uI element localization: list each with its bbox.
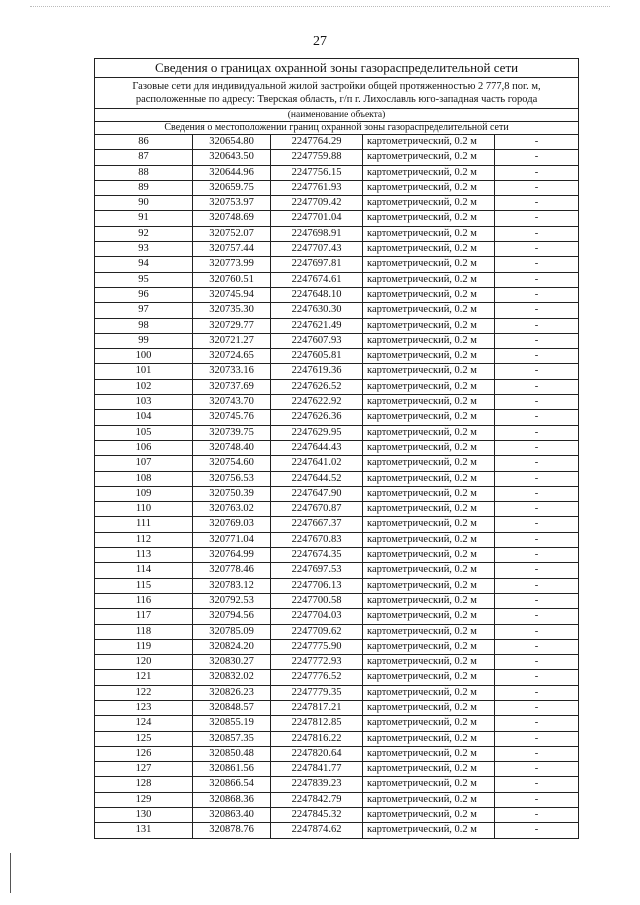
table-body: [95, 59, 579, 839]
method-cell: картометрический, 0.2 м: [363, 410, 495, 425]
x-coordinate-cell: 320878.76: [193, 823, 271, 838]
method-cell: картометрический, 0.2 м: [363, 823, 495, 838]
point-number-cell: 127: [95, 762, 193, 777]
y-coordinate-cell: 2247874.62: [271, 823, 363, 838]
x-coordinate-cell: 320778.46: [193, 563, 271, 578]
error-cell: -: [495, 318, 579, 333]
point-number-cell: 101: [95, 364, 193, 379]
method-cell: картометрический, 0.2 м: [363, 502, 495, 517]
y-coordinate-cell: 2247842.79: [271, 792, 363, 807]
error-cell: -: [495, 287, 579, 302]
error-cell: -: [495, 700, 579, 715]
method-cell: картометрический, 0.2 м: [363, 808, 495, 823]
point-number-cell: 93: [95, 242, 193, 257]
x-coordinate-cell: 320771.04: [193, 532, 271, 547]
method-cell: картометрический, 0.2 м: [363, 746, 495, 761]
y-coordinate-cell: 2247697.81: [271, 257, 363, 272]
x-coordinate-cell: 320745.94: [193, 287, 271, 302]
object-line-2: расположенные по адресу: Тверская область, г/п г. Лихославль юго-западная часть города: [135, 94, 538, 105]
object-caption: (наименование объекта): [95, 108, 578, 121]
x-coordinate-cell: 320757.44: [193, 242, 271, 257]
boundary-table: [94, 58, 579, 839]
x-coordinate-cell: 320748.40: [193, 440, 271, 455]
error-cell: -: [495, 685, 579, 700]
x-coordinate-cell: 320735.30: [193, 303, 271, 318]
point-number-cell: 115: [95, 578, 193, 593]
x-coordinate-cell: 320745.76: [193, 410, 271, 425]
method-cell: картометрический, 0.2 м: [363, 716, 495, 731]
y-coordinate-cell: 2247839.23: [271, 777, 363, 792]
method-cell: картометрический, 0.2 м: [363, 685, 495, 700]
method-cell: картометрический, 0.2 м: [363, 226, 495, 241]
method-cell: картометрический, 0.2 м: [363, 532, 495, 547]
y-coordinate-cell: 2247761.93: [271, 180, 363, 195]
x-coordinate-cell: 320753.97: [193, 196, 271, 211]
point-number-cell: 108: [95, 471, 193, 486]
error-cell: -: [495, 395, 579, 410]
error-cell: -: [495, 226, 579, 241]
table-row: [95, 685, 579, 700]
method-cell: картометрический, 0.2 м: [363, 165, 495, 180]
error-cell: -: [495, 150, 579, 165]
x-coordinate-cell: 320850.48: [193, 746, 271, 761]
x-coordinate-cell: 320783.12: [193, 578, 271, 593]
x-coordinate-cell: 320724.65: [193, 349, 271, 364]
method-cell: картометрический, 0.2 м: [363, 257, 495, 272]
error-cell: -: [495, 593, 579, 608]
error-cell: -: [495, 379, 579, 394]
table-row: [95, 196, 579, 211]
error-cell: -: [495, 823, 579, 838]
y-coordinate-cell: 2247697.53: [271, 563, 363, 578]
method-cell: картометрический, 0.2 м: [363, 318, 495, 333]
y-coordinate-cell: 2247619.36: [271, 364, 363, 379]
point-number-cell: 121: [95, 670, 193, 685]
point-number-cell: 116: [95, 593, 193, 608]
y-coordinate-cell: 2247816.22: [271, 731, 363, 746]
table-row: [95, 762, 579, 777]
table-row: [95, 655, 579, 670]
y-coordinate-cell: 2247622.92: [271, 395, 363, 410]
table-row: [95, 135, 579, 150]
y-coordinate-cell: 2247841.77: [271, 762, 363, 777]
table-row: [95, 548, 579, 563]
method-cell: картометрический, 0.2 м: [363, 135, 495, 150]
method-cell: картометрический, 0.2 м: [363, 287, 495, 302]
table-row: [95, 823, 579, 838]
error-cell: -: [495, 410, 579, 425]
table-row: [95, 303, 579, 318]
error-cell: -: [495, 425, 579, 440]
table-row: [95, 792, 579, 807]
error-cell: -: [495, 333, 579, 348]
scan-margin-mark: [10, 853, 11, 893]
error-cell: -: [495, 242, 579, 257]
y-coordinate-cell: 2247701.04: [271, 211, 363, 226]
y-coordinate-cell: 2247772.93: [271, 655, 363, 670]
table-row: [95, 670, 579, 685]
table-row: [95, 349, 579, 364]
point-number-cell: 96: [95, 287, 193, 302]
method-cell: картометрический, 0.2 м: [363, 792, 495, 807]
error-cell: -: [495, 272, 579, 287]
point-number-cell: 104: [95, 410, 193, 425]
error-cell: -: [495, 716, 579, 731]
object-row: [95, 78, 579, 122]
y-coordinate-cell: 2247629.95: [271, 425, 363, 440]
method-cell: картометрический, 0.2 м: [363, 150, 495, 165]
x-coordinate-cell: 320737.69: [193, 379, 271, 394]
table-row: [95, 808, 579, 823]
method-cell: картометрический, 0.2 м: [363, 731, 495, 746]
y-coordinate-cell: 2247674.35: [271, 548, 363, 563]
object-description: [95, 78, 579, 122]
y-coordinate-cell: 2247670.87: [271, 502, 363, 517]
y-coordinate-cell: 2247698.91: [271, 226, 363, 241]
error-cell: -: [495, 578, 579, 593]
table-row: [95, 226, 579, 241]
y-coordinate-cell: 2247704.03: [271, 609, 363, 624]
x-coordinate-cell: 320739.75: [193, 425, 271, 440]
table-row: [95, 318, 579, 333]
table-row: [95, 700, 579, 715]
y-coordinate-cell: 2247644.52: [271, 471, 363, 486]
y-coordinate-cell: 2247648.10: [271, 287, 363, 302]
x-coordinate-cell: 320721.27: [193, 333, 271, 348]
method-cell: картометрический, 0.2 м: [363, 379, 495, 394]
error-cell: -: [495, 303, 579, 318]
x-coordinate-cell: 320868.36: [193, 792, 271, 807]
x-coordinate-cell: 320848.57: [193, 700, 271, 715]
point-number-cell: 102: [95, 379, 193, 394]
x-coordinate-cell: 320832.02: [193, 670, 271, 685]
table-row: [95, 180, 579, 195]
point-number-cell: 124: [95, 716, 193, 731]
table-row: [95, 716, 579, 731]
point-number-cell: 100: [95, 349, 193, 364]
point-number-cell: 118: [95, 624, 193, 639]
method-cell: картометрический, 0.2 м: [363, 395, 495, 410]
method-cell: картометрический, 0.2 м: [363, 777, 495, 792]
table-row: [95, 425, 579, 440]
point-number-cell: 120: [95, 655, 193, 670]
table-row: [95, 410, 579, 425]
y-coordinate-cell: 2247707.43: [271, 242, 363, 257]
error-cell: -: [495, 731, 579, 746]
point-number-cell: 103: [95, 395, 193, 410]
error-cell: -: [495, 502, 579, 517]
error-cell: -: [495, 471, 579, 486]
y-coordinate-cell: 2247820.64: [271, 746, 363, 761]
point-number-cell: 107: [95, 456, 193, 471]
point-number-cell: 131: [95, 823, 193, 838]
method-cell: картометрический, 0.2 м: [363, 563, 495, 578]
method-cell: картометрический, 0.2 м: [363, 762, 495, 777]
error-cell: -: [495, 624, 579, 639]
x-coordinate-cell: 320830.27: [193, 655, 271, 670]
point-number-cell: 113: [95, 548, 193, 563]
title-row: [95, 59, 579, 78]
point-number-cell: 98: [95, 318, 193, 333]
x-coordinate-cell: 320861.56: [193, 762, 271, 777]
method-cell: картометрический, 0.2 м: [363, 700, 495, 715]
x-coordinate-cell: 320773.99: [193, 257, 271, 272]
x-coordinate-cell: 320792.53: [193, 593, 271, 608]
x-coordinate-cell: 320866.54: [193, 777, 271, 792]
table-row: [95, 609, 579, 624]
error-cell: -: [495, 808, 579, 823]
error-cell: -: [495, 165, 579, 180]
point-number-cell: 91: [95, 211, 193, 226]
error-cell: -: [495, 639, 579, 654]
error-cell: -: [495, 196, 579, 211]
y-coordinate-cell: 2247700.58: [271, 593, 363, 608]
table-row: [95, 731, 579, 746]
y-coordinate-cell: 2247706.13: [271, 578, 363, 593]
error-cell: -: [495, 180, 579, 195]
method-cell: картометрический, 0.2 м: [363, 486, 495, 501]
y-coordinate-cell: 2247776.52: [271, 670, 363, 685]
x-coordinate-cell: 320748.69: [193, 211, 271, 226]
error-cell: -: [495, 792, 579, 807]
point-number-cell: 105: [95, 425, 193, 440]
error-cell: -: [495, 563, 579, 578]
y-coordinate-cell: 2247817.21: [271, 700, 363, 715]
table-row: [95, 777, 579, 792]
y-coordinate-cell: 2247626.52: [271, 379, 363, 394]
point-number-cell: 119: [95, 639, 193, 654]
point-number-cell: 99: [95, 333, 193, 348]
page-number: 27: [313, 34, 327, 49]
x-coordinate-cell: 320769.03: [193, 517, 271, 532]
error-cell: -: [495, 486, 579, 501]
error-cell: -: [495, 517, 579, 532]
table-row: [95, 272, 579, 287]
x-coordinate-cell: 320764.99: [193, 548, 271, 563]
table-row: [95, 395, 579, 410]
point-number-cell: 94: [95, 257, 193, 272]
x-coordinate-cell: 320785.09: [193, 624, 271, 639]
error-cell: -: [495, 670, 579, 685]
object-line-1: Газовые сети для индивидуальной жилой застройки общей протяженностью 2 777,8 пог. м,: [132, 81, 541, 92]
table-row: [95, 639, 579, 654]
table-row: [95, 242, 579, 257]
method-cell: картометрический, 0.2 м: [363, 471, 495, 486]
x-coordinate-cell: 320794.56: [193, 609, 271, 624]
y-coordinate-cell: 2247630.30: [271, 303, 363, 318]
method-cell: картометрический, 0.2 м: [363, 425, 495, 440]
table-row: [95, 517, 579, 532]
method-cell: картометрический, 0.2 м: [363, 639, 495, 654]
table-row: [95, 150, 579, 165]
table-row: [95, 440, 579, 455]
method-cell: картометрический, 0.2 м: [363, 196, 495, 211]
x-coordinate-cell: 320763.02: [193, 502, 271, 517]
point-number-cell: 92: [95, 226, 193, 241]
y-coordinate-cell: 2247759.88: [271, 150, 363, 165]
point-number-cell: 126: [95, 746, 193, 761]
error-cell: -: [495, 349, 579, 364]
point-number-cell: 114: [95, 563, 193, 578]
x-coordinate-cell: 320733.16: [193, 364, 271, 379]
point-number-cell: 112: [95, 532, 193, 547]
method-cell: картометрический, 0.2 м: [363, 333, 495, 348]
section-title: Сведения о местоположении границ охранной зоны газораспределительной сети: [95, 122, 579, 135]
error-cell: -: [495, 257, 579, 272]
y-coordinate-cell: 2247644.43: [271, 440, 363, 455]
error-cell: -: [495, 548, 579, 563]
point-number-cell: 128: [95, 777, 193, 792]
x-coordinate-cell: 320659.75: [193, 180, 271, 195]
table-title: Сведения о границах охранной зоны газораспределительной сети: [95, 59, 579, 78]
section-row: [95, 122, 579, 135]
method-cell: картометрический, 0.2 м: [363, 349, 495, 364]
y-coordinate-cell: 2247626.36: [271, 410, 363, 425]
method-cell: картометрический, 0.2 м: [363, 211, 495, 226]
point-number-cell: 111: [95, 517, 193, 532]
method-cell: картометрический, 0.2 м: [363, 272, 495, 287]
table-row: [95, 532, 579, 547]
y-coordinate-cell: 2247641.02: [271, 456, 363, 471]
x-coordinate-cell: 320644.96: [193, 165, 271, 180]
point-number-cell: 125: [95, 731, 193, 746]
x-coordinate-cell: 320743.70: [193, 395, 271, 410]
x-coordinate-cell: 320857.35: [193, 731, 271, 746]
table-row: [95, 379, 579, 394]
x-coordinate-cell: 320824.20: [193, 639, 271, 654]
x-coordinate-cell: 320855.19: [193, 716, 271, 731]
point-number-cell: 89: [95, 180, 193, 195]
error-cell: -: [495, 762, 579, 777]
y-coordinate-cell: 2247674.61: [271, 272, 363, 287]
table-row: [95, 211, 579, 226]
method-cell: картометрический, 0.2 м: [363, 456, 495, 471]
y-coordinate-cell: 2247709.42: [271, 196, 363, 211]
method-cell: картометрический, 0.2 м: [363, 624, 495, 639]
table-row: [95, 287, 579, 302]
point-number-cell: 90: [95, 196, 193, 211]
y-coordinate-cell: 2247621.49: [271, 318, 363, 333]
point-number-cell: 97: [95, 303, 193, 318]
point-number-cell: 123: [95, 700, 193, 715]
table-row: [95, 165, 579, 180]
x-coordinate-cell: 320750.39: [193, 486, 271, 501]
y-coordinate-cell: 2247756.15: [271, 165, 363, 180]
point-number-cell: 88: [95, 165, 193, 180]
x-coordinate-cell: 320729.77: [193, 318, 271, 333]
point-number-cell: 110: [95, 502, 193, 517]
error-cell: -: [495, 655, 579, 670]
table-row: [95, 502, 579, 517]
method-cell: картометрический, 0.2 м: [363, 440, 495, 455]
point-number-cell: 109: [95, 486, 193, 501]
table-row: [95, 257, 579, 272]
y-coordinate-cell: 2247709.62: [271, 624, 363, 639]
error-cell: -: [495, 135, 579, 150]
point-number-cell: 86: [95, 135, 193, 150]
point-number-cell: 129: [95, 792, 193, 807]
y-coordinate-cell: 2247667.37: [271, 517, 363, 532]
table-row: [95, 486, 579, 501]
method-cell: картометрический, 0.2 м: [363, 593, 495, 608]
method-cell: картометрический, 0.2 м: [363, 578, 495, 593]
y-coordinate-cell: 2247607.93: [271, 333, 363, 348]
point-number-cell: 122: [95, 685, 193, 700]
y-coordinate-cell: 2247647.90: [271, 486, 363, 501]
y-coordinate-cell: 2247812.85: [271, 716, 363, 731]
error-cell: -: [495, 456, 579, 471]
table-row: [95, 593, 579, 608]
x-coordinate-cell: 320760.51: [193, 272, 271, 287]
y-coordinate-cell: 2247605.81: [271, 349, 363, 364]
table-row: [95, 364, 579, 379]
error-cell: -: [495, 364, 579, 379]
error-cell: -: [495, 532, 579, 547]
table-row: [95, 333, 579, 348]
x-coordinate-cell: 320754.60: [193, 456, 271, 471]
method-cell: картометрический, 0.2 м: [363, 242, 495, 257]
x-coordinate-cell: 320752.07: [193, 226, 271, 241]
table-row: [95, 578, 579, 593]
x-coordinate-cell: 320643.50: [193, 150, 271, 165]
point-number-cell: 87: [95, 150, 193, 165]
method-cell: картометрический, 0.2 м: [363, 609, 495, 624]
table-row: [95, 746, 579, 761]
error-cell: -: [495, 440, 579, 455]
method-cell: картометрический, 0.2 м: [363, 655, 495, 670]
y-coordinate-cell: 2247670.83: [271, 532, 363, 547]
error-cell: -: [495, 609, 579, 624]
y-coordinate-cell: 2247764.29: [271, 135, 363, 150]
y-coordinate-cell: 2247779.35: [271, 685, 363, 700]
method-cell: картометрический, 0.2 м: [363, 364, 495, 379]
point-number-cell: 117: [95, 609, 193, 624]
point-number-cell: 130: [95, 808, 193, 823]
method-cell: картометрический, 0.2 м: [363, 670, 495, 685]
table-row: [95, 471, 579, 486]
scan-artifact-line: [30, 6, 610, 8]
x-coordinate-cell: 320654.80: [193, 135, 271, 150]
error-cell: -: [495, 746, 579, 761]
x-coordinate-cell: 320756.53: [193, 471, 271, 486]
point-number-cell: 106: [95, 440, 193, 455]
method-cell: картометрический, 0.2 м: [363, 548, 495, 563]
error-cell: -: [495, 211, 579, 226]
y-coordinate-cell: 2247775.90: [271, 639, 363, 654]
x-coordinate-cell: 320826.23: [193, 685, 271, 700]
table-row: [95, 624, 579, 639]
method-cell: картометрический, 0.2 м: [363, 303, 495, 318]
error-cell: -: [495, 777, 579, 792]
x-coordinate-cell: 320863.40: [193, 808, 271, 823]
table-row: [95, 563, 579, 578]
table-row: [95, 456, 579, 471]
point-number-cell: 95: [95, 272, 193, 287]
y-coordinate-cell: 2247845.32: [271, 808, 363, 823]
method-cell: картометрический, 0.2 м: [363, 180, 495, 195]
method-cell: картометрический, 0.2 м: [363, 517, 495, 532]
